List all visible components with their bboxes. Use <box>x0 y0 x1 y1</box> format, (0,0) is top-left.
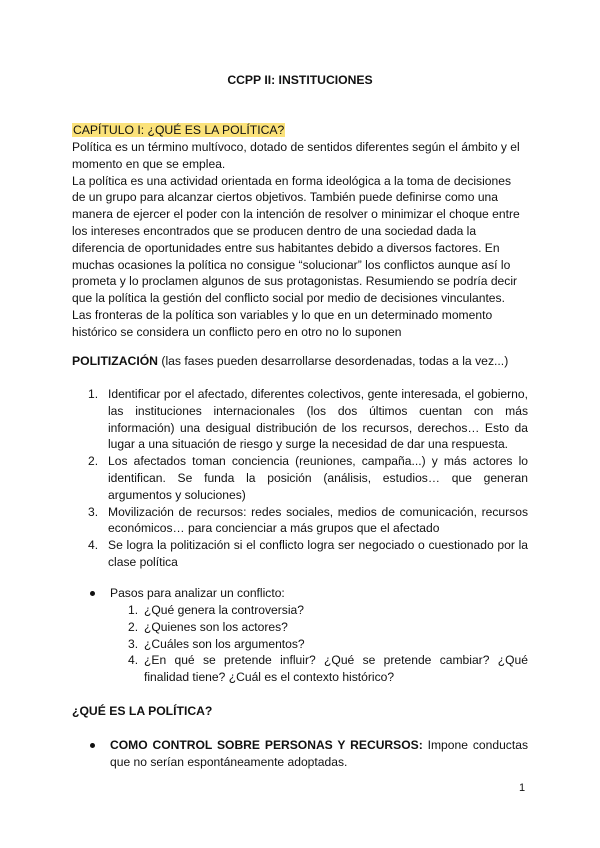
politizacion-label: POLITIZACIÓN <box>72 354 158 368</box>
list-item-text: Movilización de recursos: redes sociales, medios de comunicación, recursos económicos… para concienciar a más grupos que el afectado <box>108 504 528 536</box>
control-description: Impone conductas que no serían espontáneamente adoptadas. <box>110 738 528 769</box>
list-item-text: ¿Cuáles son los argumentos? <box>144 636 305 651</box>
document-title: CCPP II: INSTITUCIONES <box>227 73 373 87</box>
paragraph-line: Política es un término multívoco, dotado de sentidos diferentes según el ámbito y el <box>72 140 520 154</box>
pasos-list <box>128 602 528 686</box>
politizacion-list <box>88 386 528 571</box>
list-item <box>88 537 528 571</box>
list-number: 1. <box>128 603 139 617</box>
list-number: 3. <box>88 504 99 519</box>
list-item-text: ¿Qué genera la controversia? <box>144 603 304 617</box>
intro-paragraph <box>72 139 532 341</box>
politizacion-heading <box>72 354 508 368</box>
paragraph-line: La política es una actividad orientada en forma ideológica a la toma de decisiones <box>72 173 512 188</box>
paragraph-line: diferencia de oportunidades entre sus habitantes debido a diversos factores. En <box>72 240 500 255</box>
list-item <box>88 453 528 503</box>
list-number: 2. <box>128 619 139 634</box>
paragraph-line: prometa y lo proclamen algunos de sus protagonistas. Resumiendo se podría decir <box>72 274 518 289</box>
list-item-text: ¿En qué se pretende influir? ¿Qué se pretende cambiar? ¿Qué finalidad tiene? ¿Cuál es el contexto histórico? <box>144 653 528 685</box>
list-number: 4. <box>88 538 99 553</box>
chapter-heading <box>72 123 285 137</box>
list-item-text: Los afectados toman conciencia (reuniones, campaña...) y más actores lo identifican. Se funda la posición (análisis, estudios… que generan argumentos y soluciones) <box>108 454 528 502</box>
paragraph-line: Las fronteras de la política son variables y lo que en un determinado momento <box>72 307 493 322</box>
list-number: 4. <box>128 653 139 668</box>
list-item <box>88 386 528 453</box>
paragraph-line: que la política la gestión del conflicto social por medio de decisiones vinculantes. <box>72 291 505 306</box>
politizacion-note: (las fases pueden desarrollarse desordenadas, todas a la vez...) <box>158 354 509 368</box>
list-number: 2. <box>88 454 99 469</box>
paragraph-line: los intereses encontrados que se producen dentro de una sociedad dada la <box>72 223 477 238</box>
pasos-label: Pasos para analizar un conflicto: <box>110 586 285 600</box>
control-bullet <box>90 737 528 771</box>
paragraph-line: muchas ocasiones la política no consigue “solucionar” los conflictos aunque así lo <box>72 257 511 272</box>
page-number: 1 <box>519 782 526 794</box>
paragraph-line: momento en que se emplea. <box>72 156 226 171</box>
paragraph-line: histórico se considera un conflicto pero en otro no lo suponen <box>72 324 402 339</box>
control-label: COMO CONTROL SOBRE PERSONAS Y RECURSOS: <box>110 738 423 752</box>
bullet-icon <box>90 743 95 748</box>
list-item <box>128 636 528 653</box>
section-heading: ¿QUÉ ES LA POLÍTICA? <box>72 704 213 718</box>
list-item-text: Se logra la politización si el conflicto logra ser negociado o cuestionado por la clase política <box>108 538 528 569</box>
pasos-bullet <box>90 585 285 602</box>
list-item <box>128 619 528 636</box>
list-number: 3. <box>128 636 139 651</box>
list-item-text: ¿Quienes son los actores? <box>144 619 288 634</box>
list-item <box>128 602 528 619</box>
control-text <box>110 737 528 771</box>
paragraph-line: de un grupo para alcanzar ciertos objetivos. También puede definirse como una <box>72 190 499 205</box>
bullet-icon <box>90 591 95 596</box>
chapter-heading-highlight: CAPÍTULO I: ¿QUÉ ES LA POLÍTICA? <box>73 123 285 137</box>
list-item <box>88 504 528 538</box>
list-number: 1. <box>88 387 99 401</box>
list-item <box>128 652 528 686</box>
paragraph-line: manera de ejercer el poder con la intención de resolver o minimizar el choque entre <box>72 207 520 222</box>
list-item-text: Identificar por el afectado, diferentes colectivos, gente interesada, el gobierno, las instituciones internacionales (los dos últimos cuentan con más información) una desigual distribución de los recursos, derechos… Esto da lugar a una situación de riesgo y surge la necesidad de dar una respuesta. <box>108 387 528 452</box>
